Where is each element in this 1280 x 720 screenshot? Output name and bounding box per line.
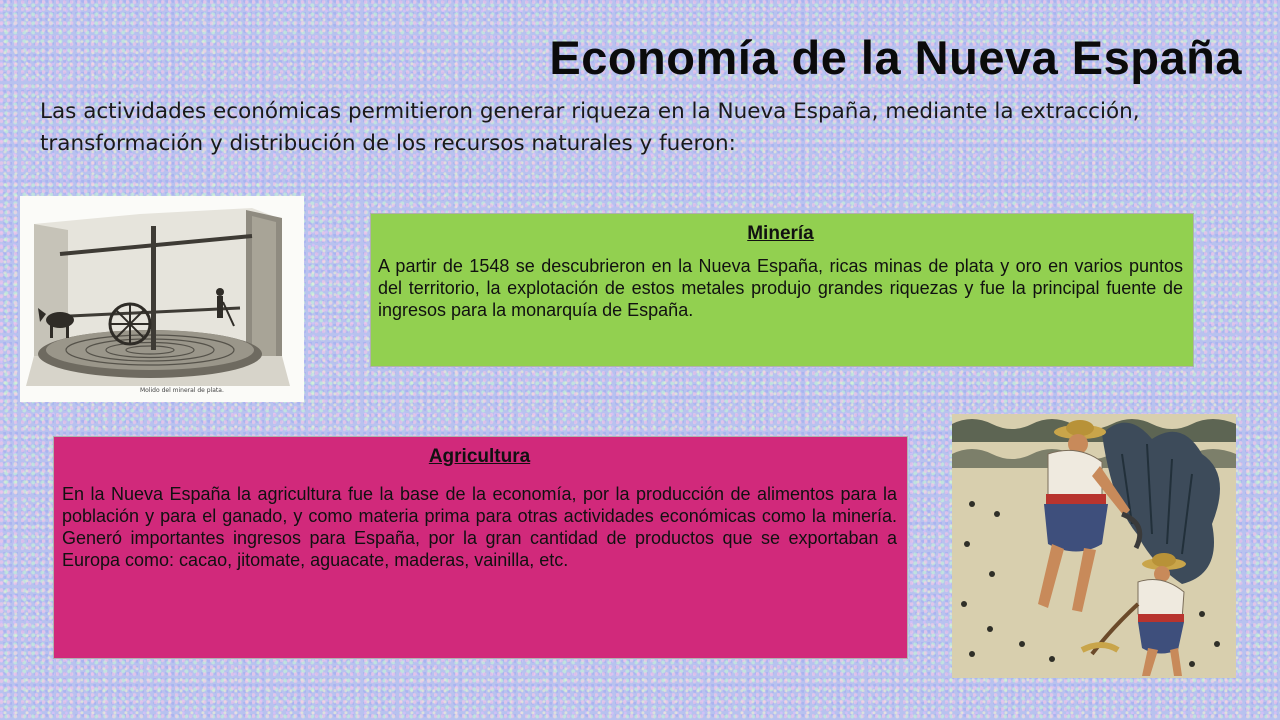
silver-mill-engraving-icon [20, 196, 304, 402]
agricultura-box [53, 436, 908, 659]
mill-caption: Molido del mineral de plata. [140, 387, 224, 394]
slide-title: Economía de la Nueva España [549, 31, 1242, 84]
agricultura-title: Agricultura [428, 446, 531, 467]
intro-paragraph: Las actividades económicas permitieron generar riqueza en la Nueva España, mediante la extracción, transformación y distribución de los recursos naturales y fueron: [40, 99, 1140, 156]
codex-farmers-illustration-icon [952, 414, 1236, 678]
mineria-title: Minería [747, 223, 814, 244]
mineria-box [370, 213, 1194, 367]
mineria-text: A partir de 1548 se descubrieron en la Nueva España, ricas minas de plata y oro en varios puntos del territorio, la explotación de estos metales produjo grandes riquezas y fue la principal fuente de ingresos para la monarquía de España. [378, 256, 1183, 320]
farmers-image [952, 414, 1236, 678]
agricultura-text: En la Nueva España la agricultura fue la base de la economía, por la producción de alimentos para la población y para el ganado, y como materia prima para otras actividades económicas como la minería. Generó importantes ingresos para España, por la gran cantidad de productos que se exportaban a Europa como: cacao, jitomate, aguacate, maderas, vainilla, etc. [62, 484, 897, 570]
silver-mill-image [20, 196, 304, 402]
